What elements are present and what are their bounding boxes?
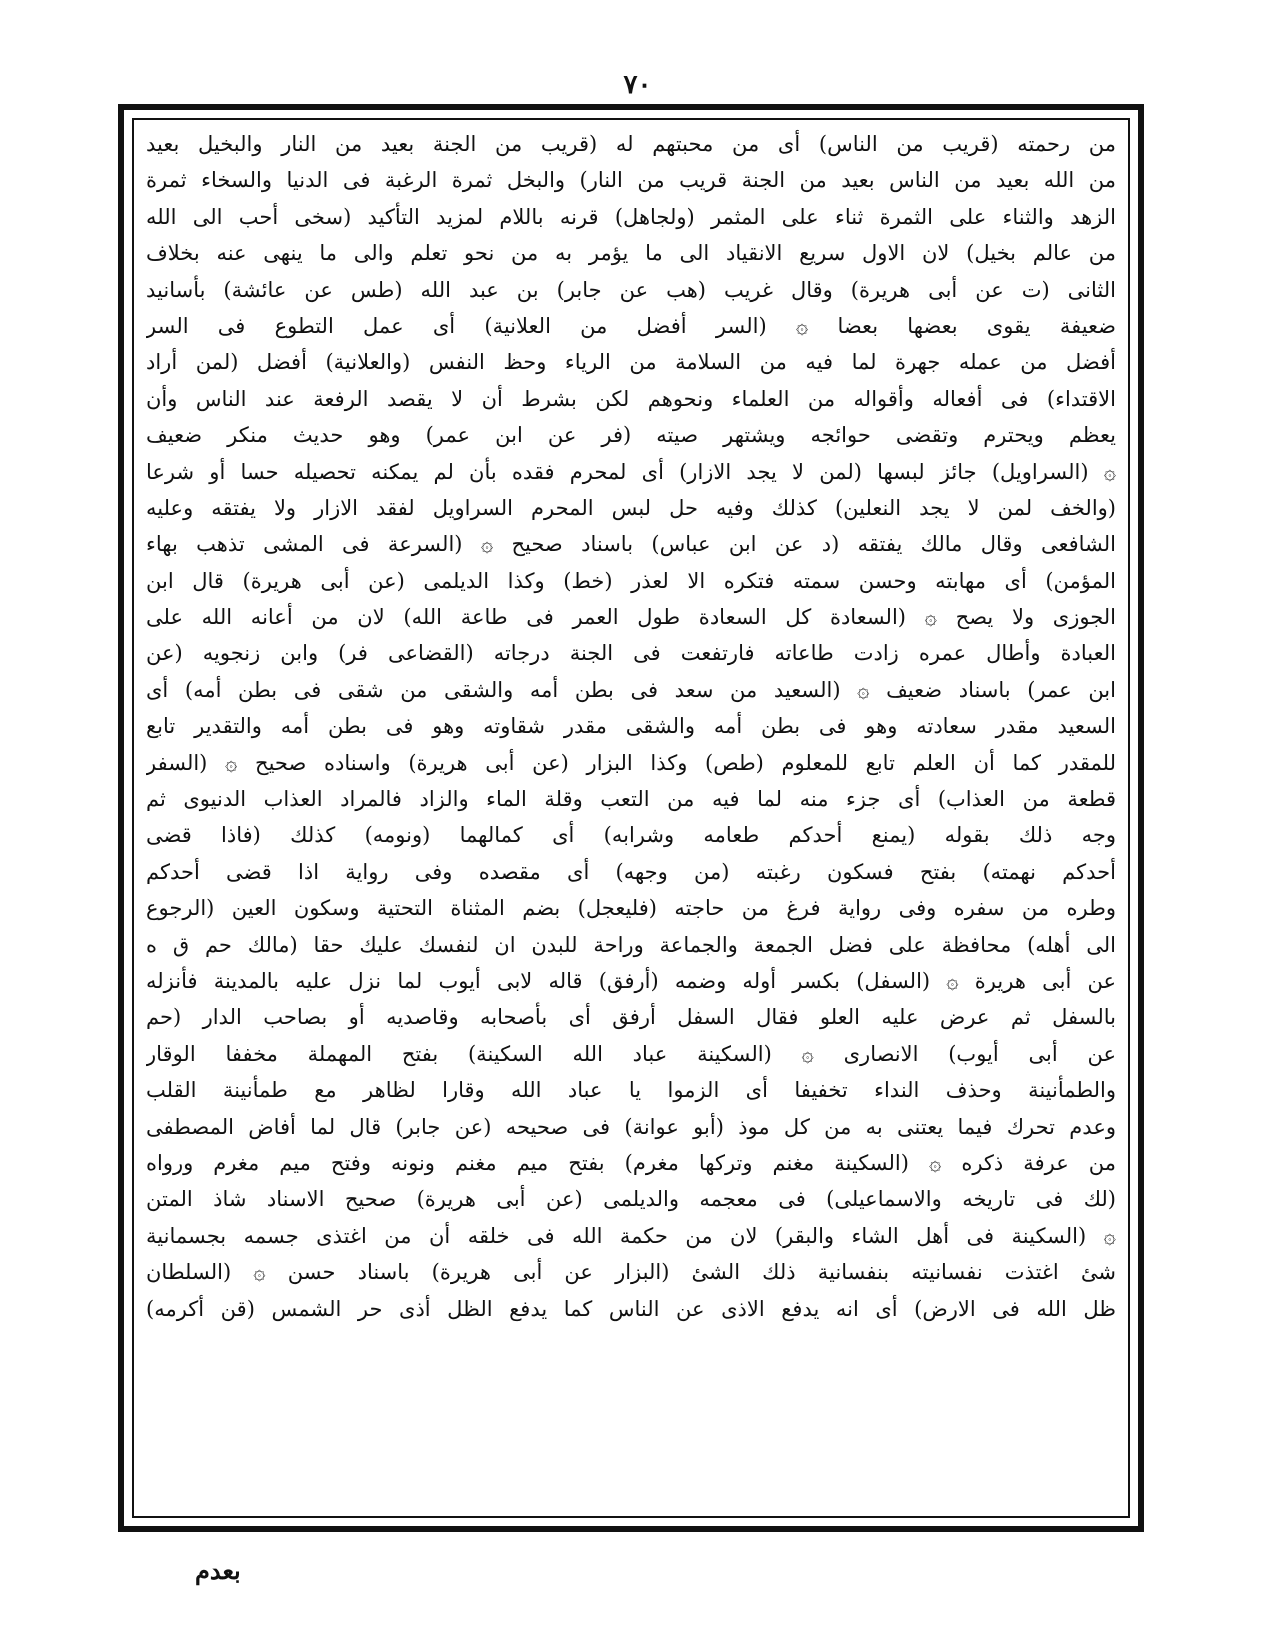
text-line-10: ۞ (السراويل) جائز لبسها (لمن لا يجد الازار) أى لمحرم فقده بأن لم يمكنه تحصيله حسا أو شرعا	[146, 459, 1116, 484]
text-line-17: السعيد مقدر سعادته وهو فى بطن أمه والشقى مقدر شقاوته وهو فى بطن أمه والتقدير تابع	[146, 714, 1116, 739]
text-line-6: ضعيفة يقوى بعضها بعضا ۞ (السر أفضل من العلانية) أى عمل التطوع فى السر	[146, 313, 1116, 338]
text-line-23: الى أهله) محافظة على فضل الجمعة والجماعة وراحة للبدن ان لنفسك عليك حقا (مالك حم ق ه	[146, 932, 1116, 957]
text-line-21: أحدكم نهمته) بفتح فسكون رغبته (من وجهه) أى مقصده وفى رواية اذا قضى أحدكم	[146, 859, 1116, 884]
text-line-18: للمقدر كما أن العلم تابع للمعلوم (طص) وكذا البزار (عن أبى هريرة) واسناده صحيح ۞ (السفر	[146, 750, 1116, 775]
text-line-15: العبادة وأطال عمره زادت طاعاته فارتفعت فى الجنة درجاته (القضاعى فر) وابن زنجويه (عن	[146, 641, 1116, 666]
text-block	[146, 126, 1116, 1510]
text-line-22: وطره من سفره وفى رواية فرغ من حاجته (فليعجل) بضم المثناة التحتية وسكون العين (الرجوع	[146, 896, 1116, 921]
text-line-19: قطعة من العذاب) أى جزء منه لما فيه من التعب وقلة الماء والزاد فالمراد العذاب الدنيوى ثم	[146, 787, 1116, 812]
text-line-20: وجه ذلك بقوله (يمنع أحدكم طعامه وشرابه) أى كمالهما (ونومه) كذلك (فاذا قضى	[146, 823, 1116, 848]
text-line-1: من رحمته (قريب من الناس) أى من محبتهم له (قريب من الجنة بعيد من النار والبخيل بعيد	[146, 132, 1116, 156]
text-line-3: الزهد والثناء على الثمرة ثناء على المثمر (ولجاهل) قرنه باللام لمزيد التأكيد (سخى أحب الى الله	[146, 204, 1116, 229]
text-line-26: عن أبى أيوب) الانصارى ۞ (السكينة عباد الله السكينة) بفتح المهملة مخففا الوقار	[146, 1041, 1116, 1066]
text-line-9: يعظم ويحترم وتقضى حوائجه ويشتهر صيته (فر عن ابن عمر) وهو حديث منكر ضعيف	[146, 423, 1116, 448]
text-line-28: وعدم تحرك فيما يعتنى به من كل موذ (أبو عوانة) فى صحيحه (عن جابر) قال لما أفاض المصطفى	[146, 1114, 1116, 1139]
text-line-5: الثانى (ت عن أبى هريرة) وقال غريب (هب عن جابر) بن عبد الله (طس عن عائشة) بأسانيد	[146, 277, 1116, 302]
text-line-33: ظل الله فى الارض) أى انه يدفع الاذى عن الناس كما يدفع الظل أذى حر الشمس (قن أكرمه)	[146, 1296, 1116, 1321]
text-line-7: أفضل من عمله جهرة لما فيه من السلامة من الرياء وحظ النفس (والعلانية) أفضل (لمن أراد	[146, 350, 1116, 375]
text-line-2: من الله بعيد من الناس بعيد من الجنة قريب من النار) والبخل ثمرة الرغبة فى الدنيا والسخاء ثمرة	[146, 168, 1116, 193]
text-line-4: من عالم بخيل) لان الاول سريع الانقياد الى ما يؤمر به من نحو تعلم والى ما ينهى عنه بخلاف	[146, 241, 1116, 266]
catchword: بعدم	[195, 1556, 241, 1585]
text-line-11: (والخف لمن لا يجد النعلين) كذلك وفيه حل لبس المحرم السراويل لفقد الازار ولا يفتقه وعليه	[146, 495, 1116, 520]
text-line-12: الشافعى وقال مالك يفتقه (د عن ابن عباس) باسناد صحيح ۞ (السرعة فى المشى تذهب بهاء	[146, 532, 1116, 557]
text-line-29: من عرفة ذكره ۞ (السكينة مغنم وتركها مغرم) بفتح ميم مغنم ونونه وفتح ميم مغرم ورواه	[146, 1150, 1116, 1175]
text-line-32: شئ اغتذت نفسانيته بنفسانية ذلك الشئ (البزار عن أبى هريرة) باسناد حسن ۞ (السلطان	[146, 1260, 1116, 1285]
text-line-24: عن أبى هريرة ۞ (السفل) بكسر أوله وضمه (أرفق) قاله لابى أيوب لما نزل عليه بالمدينة فأنزله	[146, 968, 1116, 993]
text-line-31: ۞ (السكينة فى أهل الشاء والبقر) لان من حكمة الله فى خلقه أن من اغتذى جسمه بجسمانية	[146, 1223, 1116, 1248]
text-line-16: ابن عمر) باسناد ضعيف ۞ (السعيد من سعد فى بطن أمه والشقى من شقى فى بطن أمه) أى	[146, 677, 1116, 702]
text-line-8: الاقتداء) فى أفعاله وأقواله من العلماء ونحوهم لكن بشرط أن لا يقصد الرفعة عند الناس وأن	[146, 386, 1116, 411]
text-line-34	[146, 1327, 1116, 1363]
text-line-14: الجوزى ولا يصح ۞ (السعادة كل السعادة طول العمر فى طاعة الله) لان من أعانه الله على	[146, 605, 1116, 630]
text-line-30: (لك فى تاريخه والاسماعيلى) فى معجمه والديلمى (عن أبى هريرة) صحيح الاسناد شاذ المتن	[146, 1187, 1116, 1212]
text-line-27: والطمأنينة وحذف النداء تخفيفا أى الزموا يا عباد الله وقارا لظاهر مع طمأنينة القلب	[146, 1078, 1116, 1103]
page-number: ٧٠	[623, 70, 652, 100]
text-line-13: المؤمن) أى مهابته وحسن سمته فتكره الا لعذر (خط) وكذا الديلمى (عن أبى هريرة) قال ابن	[146, 568, 1116, 593]
text-line-25: بالسفل ثم عرض عليه العلو فقال السفل أرفق أى بأصحابه وقاصديه أو بصاحب الدار (حم	[146, 1005, 1116, 1030]
